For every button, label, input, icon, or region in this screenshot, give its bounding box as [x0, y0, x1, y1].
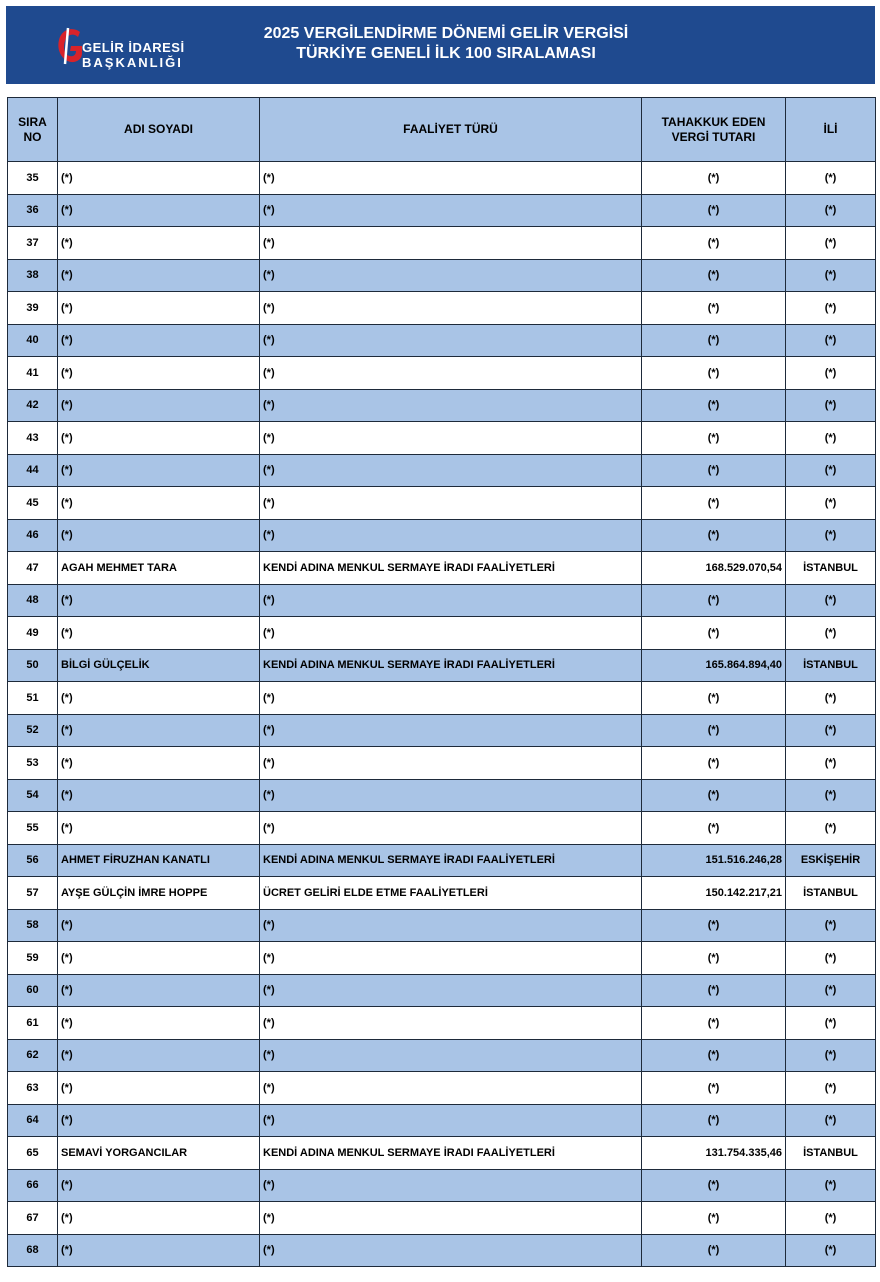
- cell-activity: (*): [260, 1007, 642, 1040]
- cell-tax-amount: (*): [642, 259, 786, 292]
- cell-tax-amount: (*): [642, 162, 786, 195]
- page-header: [6, 6, 875, 84]
- cell-rank: 37: [8, 227, 58, 260]
- cell-activity: (*): [260, 584, 642, 617]
- cell-activity: (*): [260, 1169, 642, 1202]
- cell-activity: KENDİ ADINA MENKUL SERMAYE İRADI FAALİYETLERİ: [260, 552, 642, 585]
- cell-rank: 64: [8, 1104, 58, 1137]
- cell-tax-amount: 151.516.246,28: [642, 844, 786, 877]
- cell-name: (*): [58, 292, 260, 325]
- table-row: [8, 1137, 876, 1170]
- cell-activity: (*): [260, 812, 642, 845]
- cell-rank: 67: [8, 1202, 58, 1235]
- page-title: [206, 24, 686, 64]
- table-row: [8, 942, 876, 975]
- cell-city: (*): [786, 324, 876, 357]
- table-row: [8, 584, 876, 617]
- cell-activity: (*): [260, 779, 642, 812]
- cell-name: (*): [58, 1234, 260, 1267]
- cell-tax-amount: (*): [642, 1104, 786, 1137]
- gib-logo: [56, 26, 196, 72]
- cell-name: (*): [58, 519, 260, 552]
- cell-rank: 68: [8, 1234, 58, 1267]
- cell-city: (*): [786, 584, 876, 617]
- cell-name: (*): [58, 389, 260, 422]
- cell-city: (*): [786, 1104, 876, 1137]
- cell-rank: 39: [8, 292, 58, 325]
- cell-name: (*): [58, 812, 260, 845]
- cell-activity: (*): [260, 1039, 642, 1072]
- cell-name: (*): [58, 714, 260, 747]
- cell-name: BİLGİ GÜLÇELİK: [58, 649, 260, 682]
- col-header-city: İLİ: [786, 98, 876, 162]
- cell-city: (*): [786, 292, 876, 325]
- cell-name: (*): [58, 227, 260, 260]
- cell-activity: (*): [260, 292, 642, 325]
- cell-activity: (*): [260, 942, 642, 975]
- cell-name: AHMET FİRUZHAN KANATLI: [58, 844, 260, 877]
- cell-activity: KENDİ ADINA MENKUL SERMAYE İRADI FAALİYETLERİ: [260, 844, 642, 877]
- cell-activity: (*): [260, 1104, 642, 1137]
- cell-rank: 63: [8, 1072, 58, 1105]
- cell-rank: 58: [8, 909, 58, 942]
- ranking-table: [7, 97, 876, 1267]
- cell-activity: (*): [260, 357, 642, 390]
- cell-name: (*): [58, 974, 260, 1007]
- cell-city: (*): [786, 974, 876, 1007]
- cell-city: (*): [786, 1234, 876, 1267]
- cell-activity: (*): [260, 617, 642, 650]
- cell-name: (*): [58, 357, 260, 390]
- cell-rank: 47: [8, 552, 58, 585]
- title-line1: 2025 VERGİLENDİRME DÖNEMİ GELİR VERGİSİ: [263, 25, 629, 42]
- cell-tax-amount: (*): [642, 357, 786, 390]
- table-row: [8, 292, 876, 325]
- cell-rank: 53: [8, 747, 58, 780]
- cell-rank: 51: [8, 682, 58, 715]
- cell-rank: 48: [8, 584, 58, 617]
- cell-city: (*): [786, 1202, 876, 1235]
- cell-activity: (*): [260, 1234, 642, 1267]
- table-row: [8, 747, 876, 780]
- cell-tax-amount: 165.864.894,40: [642, 649, 786, 682]
- cell-city: (*): [786, 812, 876, 845]
- cell-name: (*): [58, 1039, 260, 1072]
- table-header-row: [8, 98, 876, 162]
- cell-rank: 44: [8, 454, 58, 487]
- table-row: [8, 227, 876, 260]
- cell-activity: (*): [260, 324, 642, 357]
- cell-tax-amount: (*): [642, 714, 786, 747]
- cell-city: (*): [786, 1007, 876, 1040]
- table-row: [8, 1039, 876, 1072]
- cell-city: (*): [786, 422, 876, 455]
- cell-name: (*): [58, 194, 260, 227]
- cell-name: (*): [58, 1169, 260, 1202]
- cell-city: (*): [786, 194, 876, 227]
- cell-name: (*): [58, 584, 260, 617]
- cell-tax-amount: 131.754.335,46: [642, 1137, 786, 1170]
- cell-rank: 56: [8, 844, 58, 877]
- cell-rank: 59: [8, 942, 58, 975]
- cell-city: (*): [786, 1169, 876, 1202]
- table-row: [8, 1202, 876, 1235]
- cell-tax-amount: (*): [642, 812, 786, 845]
- cell-activity: (*): [260, 682, 642, 715]
- table-row: [8, 649, 876, 682]
- cell-name: (*): [58, 487, 260, 520]
- cell-activity: (*): [260, 1072, 642, 1105]
- col-header-rank: SIRA NO: [8, 98, 58, 162]
- cell-tax-amount: (*): [642, 779, 786, 812]
- cell-activity: (*): [260, 974, 642, 1007]
- cell-city: İSTANBUL: [786, 877, 876, 910]
- table-row: [8, 714, 876, 747]
- table-row: [8, 519, 876, 552]
- cell-city: ESKİŞEHİR: [786, 844, 876, 877]
- table-row: [8, 194, 876, 227]
- cell-city: (*): [786, 617, 876, 650]
- cell-city: (*): [786, 162, 876, 195]
- logo-text-line1: GELİR İDARESİ: [82, 40, 185, 55]
- table-row: [8, 779, 876, 812]
- cell-name: (*): [58, 942, 260, 975]
- cell-city: (*): [786, 909, 876, 942]
- cell-name: SEMAVİ YORGANCILAR: [58, 1137, 260, 1170]
- table-row: [8, 974, 876, 1007]
- cell-city: (*): [786, 942, 876, 975]
- cell-activity: (*): [260, 227, 642, 260]
- cell-rank: 42: [8, 389, 58, 422]
- cell-city: İSTANBUL: [786, 1137, 876, 1170]
- cell-city: (*): [786, 682, 876, 715]
- logo-text-line2: BAŞKANLIĞI: [82, 55, 183, 70]
- cell-tax-amount: (*): [642, 292, 786, 325]
- cell-rank: 66: [8, 1169, 58, 1202]
- cell-city: (*): [786, 227, 876, 260]
- cell-city: (*): [786, 1039, 876, 1072]
- table-row: [8, 552, 876, 585]
- cell-rank: 46: [8, 519, 58, 552]
- cell-rank: 52: [8, 714, 58, 747]
- cell-rank: 65: [8, 1137, 58, 1170]
- cell-tax-amount: (*): [642, 389, 786, 422]
- cell-city: İSTANBUL: [786, 552, 876, 585]
- cell-name: (*): [58, 454, 260, 487]
- cell-city: İSTANBUL: [786, 649, 876, 682]
- cell-rank: 49: [8, 617, 58, 650]
- cell-name: AGAH MEHMET TARA: [58, 552, 260, 585]
- cell-city: (*): [786, 357, 876, 390]
- table-row: [8, 1104, 876, 1137]
- table-row: [8, 844, 876, 877]
- cell-name: (*): [58, 1007, 260, 1040]
- cell-tax-amount: (*): [642, 454, 786, 487]
- cell-rank: 38: [8, 259, 58, 292]
- cell-rank: 55: [8, 812, 58, 845]
- table-row: [8, 877, 876, 910]
- cell-tax-amount: (*): [642, 1039, 786, 1072]
- cell-tax-amount: (*): [642, 682, 786, 715]
- cell-tax-amount: (*): [642, 422, 786, 455]
- cell-rank: 57: [8, 877, 58, 910]
- cell-activity: (*): [260, 909, 642, 942]
- table-row: [8, 162, 876, 195]
- cell-rank: 50: [8, 649, 58, 682]
- table-row: [8, 389, 876, 422]
- cell-activity: (*): [260, 162, 642, 195]
- cell-tax-amount: (*): [642, 974, 786, 1007]
- cell-city: (*): [786, 454, 876, 487]
- cell-city: (*): [786, 259, 876, 292]
- cell-activity: KENDİ ADINA MENKUL SERMAYE İRADI FAALİYETLERİ: [260, 1137, 642, 1170]
- cell-name: (*): [58, 909, 260, 942]
- table-row: [8, 259, 876, 292]
- cell-activity: ÜCRET GELİRİ ELDE ETME FAALİYETLERİ: [260, 877, 642, 910]
- cell-rank: 60: [8, 974, 58, 1007]
- cell-rank: 35: [8, 162, 58, 195]
- cell-name: (*): [58, 162, 260, 195]
- cell-city: (*): [786, 487, 876, 520]
- table-row: [8, 422, 876, 455]
- cell-activity: (*): [260, 519, 642, 552]
- title-line2: TÜRKİYE GENELİ İLK 100 SIRALAMASI: [296, 45, 596, 62]
- table-row: [8, 909, 876, 942]
- cell-tax-amount: (*): [642, 1169, 786, 1202]
- cell-activity: (*): [260, 259, 642, 292]
- cell-activity: (*): [260, 454, 642, 487]
- cell-tax-amount: (*): [642, 1202, 786, 1235]
- cell-city: (*): [786, 389, 876, 422]
- cell-rank: 40: [8, 324, 58, 357]
- cell-tax-amount: (*): [642, 1007, 786, 1040]
- cell-city: (*): [786, 1072, 876, 1105]
- cell-tax-amount: 168.529.070,54: [642, 552, 786, 585]
- table-row: [8, 617, 876, 650]
- cell-tax-amount: (*): [642, 1072, 786, 1105]
- table-body: [8, 162, 876, 1267]
- cell-city: (*): [786, 714, 876, 747]
- table-row: [8, 454, 876, 487]
- cell-name: (*): [58, 324, 260, 357]
- col-header-activity: FAALİYET TÜRÜ: [260, 98, 642, 162]
- cell-activity: (*): [260, 714, 642, 747]
- cell-name: AYŞE GÜLÇİN İMRE HOPPE: [58, 877, 260, 910]
- cell-rank: 62: [8, 1039, 58, 1072]
- table-row: [8, 1007, 876, 1040]
- table-row: [8, 357, 876, 390]
- cell-city: (*): [786, 747, 876, 780]
- cell-name: (*): [58, 779, 260, 812]
- table-row: [8, 1234, 876, 1267]
- cell-name: (*): [58, 422, 260, 455]
- cell-activity: (*): [260, 194, 642, 227]
- cell-rank: 45: [8, 487, 58, 520]
- cell-city: (*): [786, 779, 876, 812]
- cell-tax-amount: (*): [642, 194, 786, 227]
- cell-activity: (*): [260, 747, 642, 780]
- col-header-name: ADI SOYADI: [58, 98, 260, 162]
- col-header-tax: TAHAKKUK EDEN VERGİ TUTARI: [642, 98, 786, 162]
- cell-name: (*): [58, 1202, 260, 1235]
- table-row: [8, 1072, 876, 1105]
- cell-tax-amount: (*): [642, 909, 786, 942]
- cell-rank: 61: [8, 1007, 58, 1040]
- cell-tax-amount: (*): [642, 1234, 786, 1267]
- cell-tax-amount: (*): [642, 519, 786, 552]
- cell-tax-amount: (*): [642, 487, 786, 520]
- cell-name: (*): [58, 259, 260, 292]
- cell-tax-amount: (*): [642, 747, 786, 780]
- cell-tax-amount: 150.142.217,21: [642, 877, 786, 910]
- cell-rank: 43: [8, 422, 58, 455]
- cell-rank: 41: [8, 357, 58, 390]
- cell-activity: KENDİ ADINA MENKUL SERMAYE İRADI FAALİYETLERİ: [260, 649, 642, 682]
- cell-name: (*): [58, 747, 260, 780]
- table-row: [8, 1169, 876, 1202]
- cell-tax-amount: (*): [642, 617, 786, 650]
- cell-activity: (*): [260, 422, 642, 455]
- cell-name: (*): [58, 1072, 260, 1105]
- cell-tax-amount: (*): [642, 584, 786, 617]
- cell-name: (*): [58, 682, 260, 715]
- table-row: [8, 487, 876, 520]
- table-row: [8, 324, 876, 357]
- cell-activity: (*): [260, 1202, 642, 1235]
- cell-tax-amount: (*): [642, 324, 786, 357]
- table-row: [8, 682, 876, 715]
- cell-activity: (*): [260, 487, 642, 520]
- cell-name: (*): [58, 617, 260, 650]
- cell-name: (*): [58, 1104, 260, 1137]
- table-row: [8, 812, 876, 845]
- cell-activity: (*): [260, 389, 642, 422]
- cell-tax-amount: (*): [642, 942, 786, 975]
- cell-tax-amount: (*): [642, 227, 786, 260]
- cell-rank: 36: [8, 194, 58, 227]
- cell-city: (*): [786, 519, 876, 552]
- cell-rank: 54: [8, 779, 58, 812]
